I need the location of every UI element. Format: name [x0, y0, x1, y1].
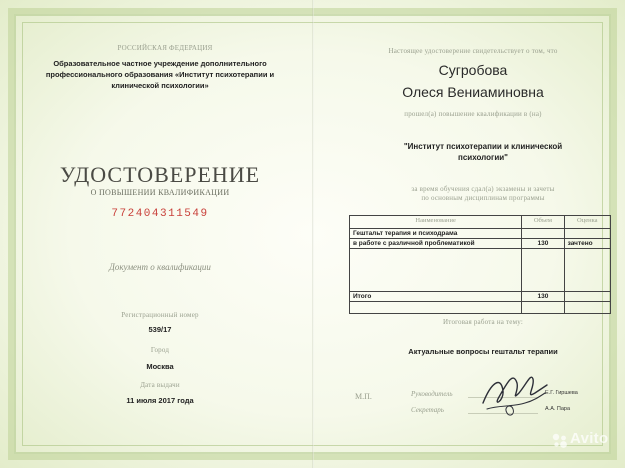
- passed-statement: прошел(а) повышение квалификации в (на): [404, 110, 542, 118]
- document-subtitle: О ПОВЫШЕНИИ КВАЛИФИКАЦИИ: [90, 188, 230, 197]
- empty-cell: [350, 302, 522, 314]
- organization-name: [30, 58, 290, 91]
- issue-date-label: Дата выдачи: [140, 381, 180, 389]
- organization-line: профессионального образования «Институт психотерапии и: [45, 70, 275, 79]
- left-page: [0, 0, 312, 468]
- holder-given-name: Олеся Вениаминовна: [402, 84, 544, 100]
- avito-watermark: Avito: [570, 430, 609, 447]
- subject-hours: 130: [522, 239, 564, 249]
- head-label: Руководитель: [411, 390, 453, 398]
- right-page: [313, 0, 625, 468]
- table-row: [350, 229, 611, 239]
- holder-surname: Сугробова: [438, 62, 508, 78]
- column-header-name: Наименование: [350, 216, 522, 229]
- table-header-row: [350, 216, 611, 229]
- registration-number-label: Регистрационный номер: [121, 311, 199, 319]
- empty-cell: [564, 249, 610, 292]
- serial-number: 772404311549: [111, 208, 209, 220]
- column-header-grade: Оценка: [564, 216, 610, 229]
- total-label: Итого: [350, 292, 522, 302]
- empty-cell: [564, 302, 610, 314]
- institute-line: "Институт психотерапии и клинической: [403, 142, 563, 151]
- table-row: [350, 302, 611, 314]
- column-header-hours: Объем: [522, 216, 564, 229]
- certificate-intro: Настоящее удостоверение свидетельствует о том, что: [388, 47, 558, 55]
- issue-date: 11 июля 2017 года: [126, 396, 194, 405]
- subjects-table: [349, 215, 611, 314]
- empty-cell: [522, 229, 564, 239]
- empty-cell: [522, 249, 564, 292]
- head-name: Е.Г. Гиршева: [545, 390, 578, 396]
- institute-name: [383, 141, 583, 163]
- secretary-name: А.А. Пара: [545, 406, 571, 412]
- signature-icon: [473, 363, 553, 423]
- table-row: [350, 239, 611, 249]
- exams-line: за время обучения сдал(а) экзамены и зачеты: [411, 185, 555, 193]
- subject-name-line2: в работе с различной проблематикой: [350, 239, 522, 249]
- subject-grade: зачтено: [564, 239, 610, 249]
- table-row: [350, 249, 611, 292]
- organization-line: Образовательное частное учреждение дополнительного: [53, 59, 267, 68]
- city-value: Москва: [146, 362, 174, 371]
- empty-cell: [564, 229, 610, 239]
- document-title: УДОСТОВЕРЕНИЕ: [59, 162, 261, 187]
- total-hours: 130: [522, 292, 564, 302]
- secretary-label: Секретарь: [411, 406, 444, 414]
- empty-cell: [522, 302, 564, 314]
- registration-number: 539/17: [148, 325, 172, 334]
- institute-line: психологии": [458, 153, 508, 162]
- federation-label: РОССИЙСКАЯ ФЕДЕРАЦИЯ: [117, 44, 213, 52]
- avito-logo-icon: [551, 432, 569, 450]
- organization-line: клинической психологии»: [111, 81, 209, 90]
- empty-cell: [350, 249, 522, 292]
- final-work-topic: Актуальные вопросы гештальт терапии: [408, 347, 558, 356]
- subject-name-line1: Гештальт терапия и психодрама: [350, 229, 522, 239]
- exams-statement: [353, 185, 613, 203]
- stamp-place-label: М.П.: [355, 392, 372, 401]
- empty-cell: [564, 292, 610, 302]
- final-work-label: Итоговая работа на тему:: [443, 318, 523, 326]
- qualification-document-label: Документ о квалификации: [109, 262, 211, 272]
- city-label: Город: [150, 346, 170, 354]
- exams-line: по основным дисциплинам программы: [421, 194, 545, 202]
- table-row: [350, 292, 611, 302]
